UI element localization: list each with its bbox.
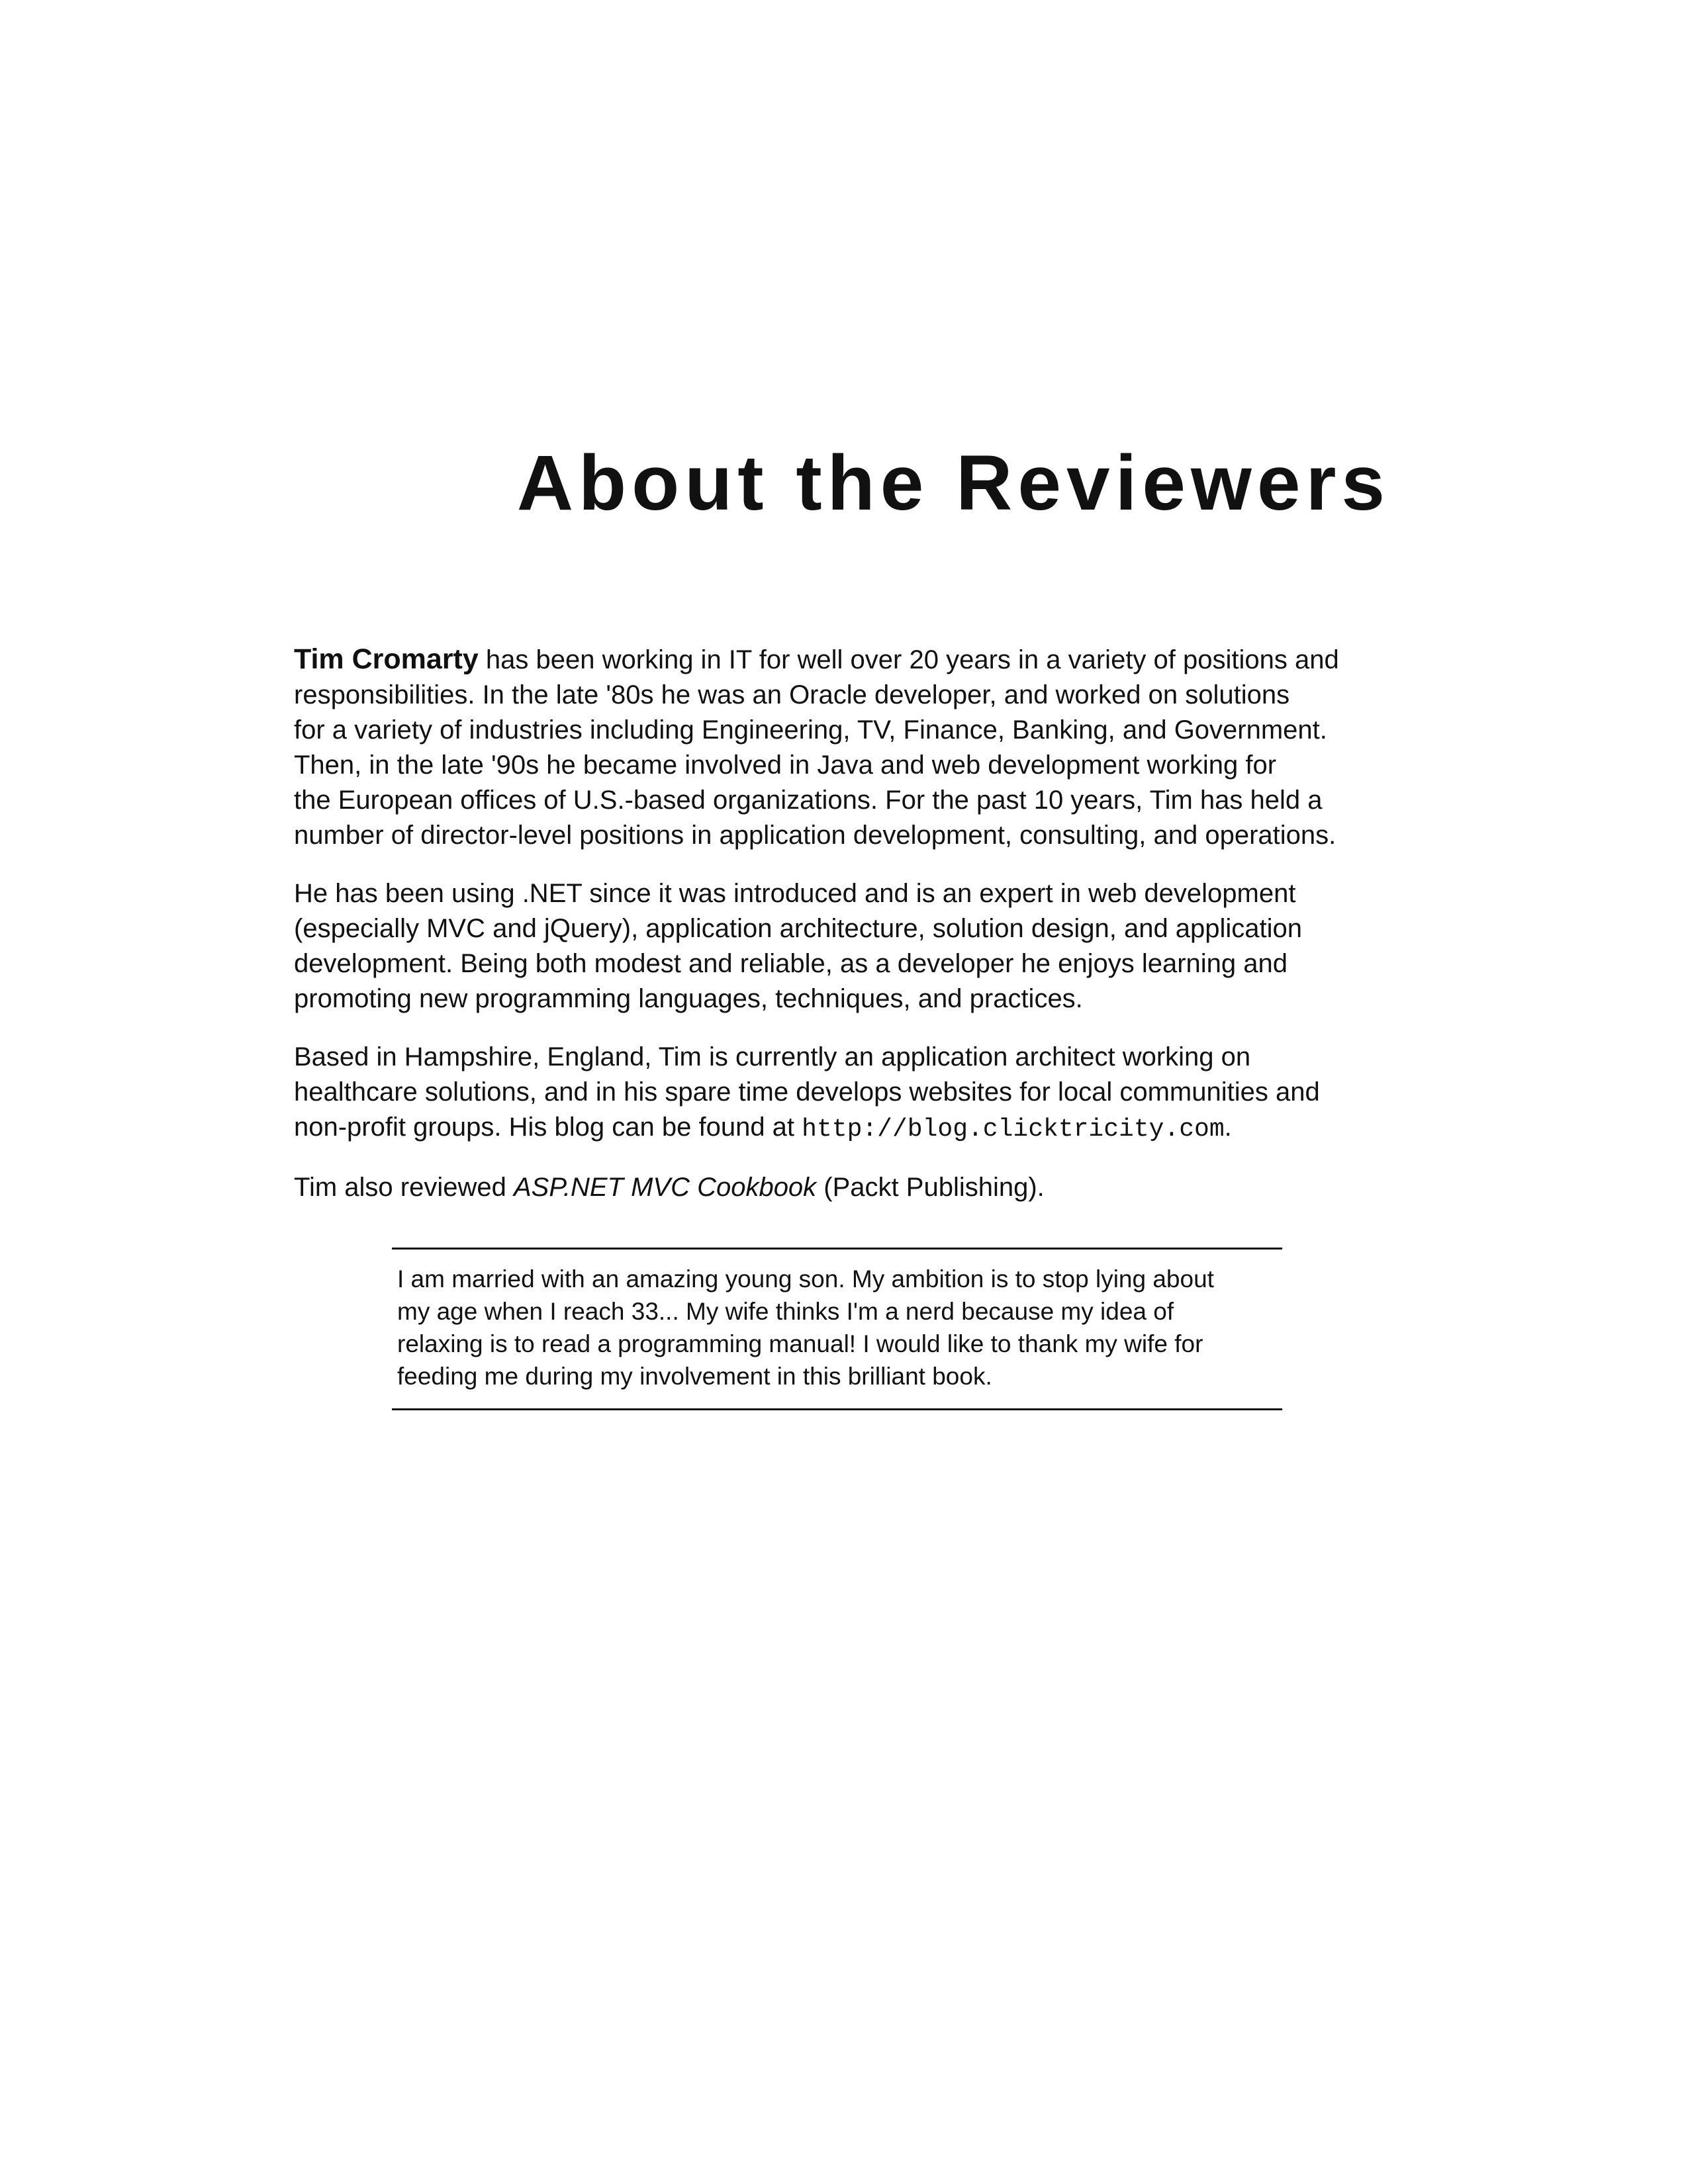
bio-line: He has been using .NET since it was introduced and is an expert in web development xyxy=(294,879,1296,908)
note-line: relaxing is to read a programming manual! I would like to thank my wife for xyxy=(397,1330,1203,1357)
book-title: ASP.NET MVC Cookbook xyxy=(513,1173,817,1202)
bio-text: non-profit groups. His blog can be found at xyxy=(294,1113,802,1142)
note-line: feeding me during my involvement in this brilliant book. xyxy=(397,1363,992,1390)
bio-text: . xyxy=(1224,1113,1232,1142)
bio-line: Based in Hampshire, England, Tim is currently an application architect working on xyxy=(294,1042,1251,1071)
note-line: I am married with an amazing young son. My ambition is to stop lying about xyxy=(397,1265,1214,1293)
bio-line: the European offices of U.S.-based organizations. For the past 10 years, Tim has held a xyxy=(294,786,1323,815)
bio-line: Then, in the late '90s he became involved in Java and web development working for xyxy=(294,751,1277,780)
bio-line xyxy=(294,642,1393,678)
bio-text: Tim also reviewed xyxy=(294,1173,514,1202)
reviewer-bio xyxy=(294,642,1393,1228)
bio-text: has been working in IT for well over 20 years in a variety of positions and xyxy=(478,645,1339,674)
bio-line xyxy=(294,1170,1393,1205)
bio-line: (especially MVC and jQuery), application architecture, solution design, and application xyxy=(294,914,1303,943)
page-title: About the Reviewers xyxy=(516,439,1390,527)
personal-note-box xyxy=(392,1248,1282,1410)
note-line: my age when I reach 33... My wife thinks I'm a nerd because my idea of xyxy=(397,1298,1174,1325)
bio-line: number of director-level positions in application development, consulting, and operations. xyxy=(294,821,1336,850)
bio-line: development. Being both modest and reliable, as a developer he enjoys learning and xyxy=(294,949,1288,978)
blog-url-link[interactable]: http://blog.clicktricity.com xyxy=(802,1115,1225,1144)
bio-line xyxy=(294,1110,1393,1147)
bio-line: for a variety of industries including Engineering, TV, Finance, Banking, and Government. xyxy=(294,715,1327,745)
bio-paragraph-4 xyxy=(294,1170,1393,1205)
bio-line: promoting new programming languages, techniques, and practices. xyxy=(294,984,1083,1013)
bio-line: responsibilities. In the late '80s he was an Oracle developer, and worked on solutions xyxy=(294,680,1290,709)
bio-line: healthcare solutions, and in his spare time develops websites for local communities and xyxy=(294,1077,1320,1107)
bio-paragraph-1 xyxy=(294,642,1393,853)
bio-paragraph-3 xyxy=(294,1040,1393,1147)
bio-text: (Packt Publishing). xyxy=(816,1173,1045,1202)
bio-paragraph-2 xyxy=(294,876,1393,1017)
reviewer-name: Tim Cromarty xyxy=(294,643,479,675)
